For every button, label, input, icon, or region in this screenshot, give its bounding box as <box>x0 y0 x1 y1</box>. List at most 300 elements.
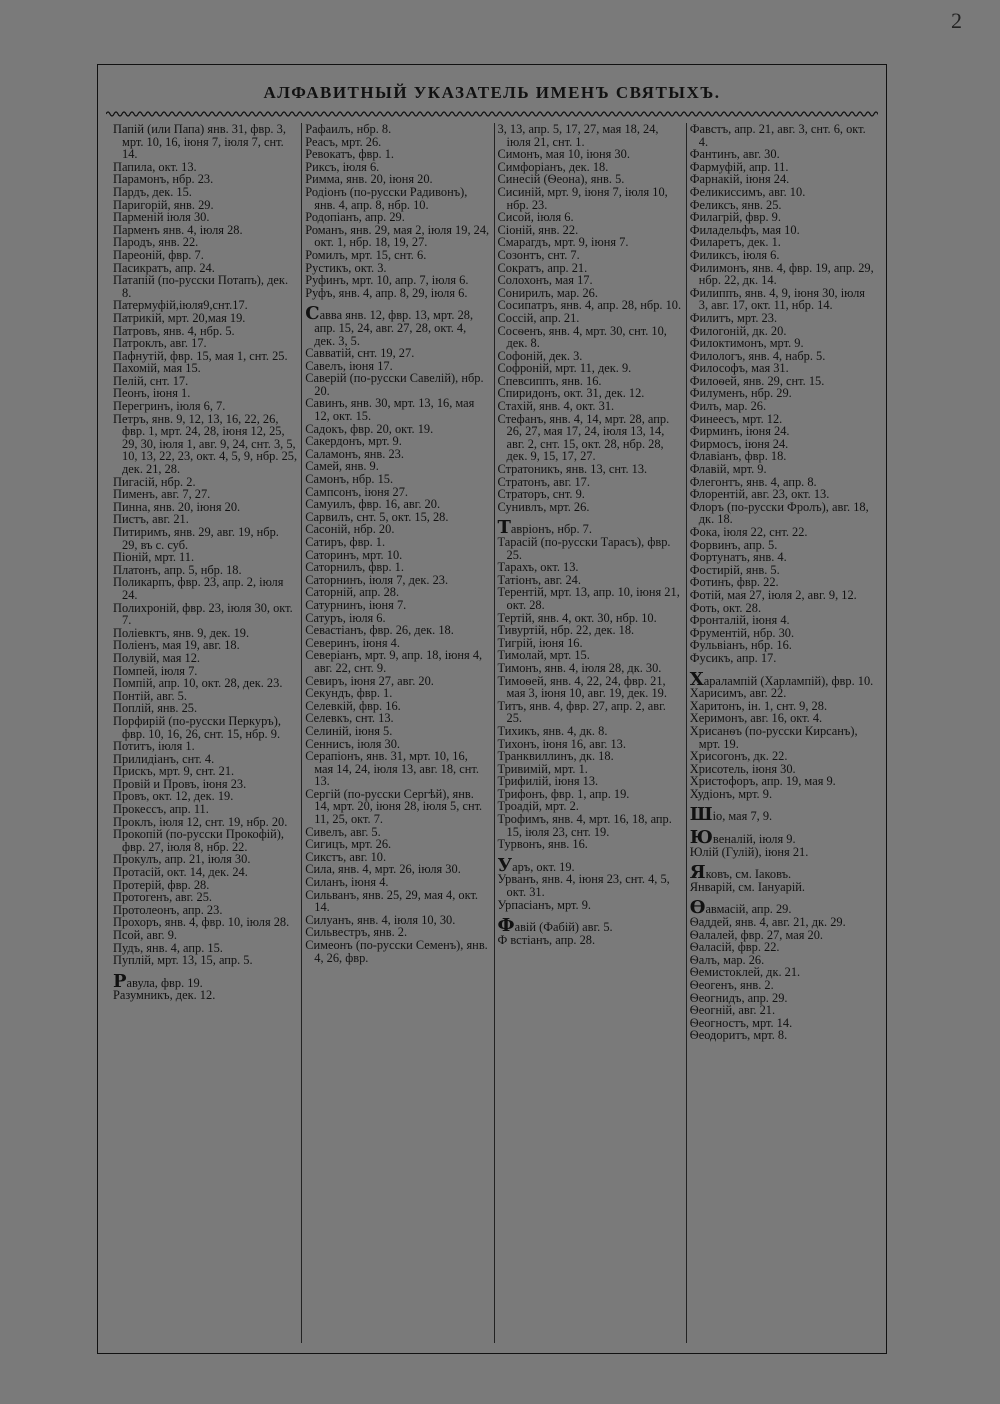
section-gap <box>498 911 682 920</box>
entry-text: Синесій (Ѳеона), янв. 5. <box>497 172 625 187</box>
entry-text: Христофоръ, апр. 19, мая 9. <box>689 774 836 789</box>
saint-entry <box>497 854 682 876</box>
section-initial: Я <box>689 862 706 884</box>
entry-text: Филитъ, мрт. 23. <box>689 310 778 325</box>
entry-text: Сикстъ, авг. 10. <box>305 849 387 864</box>
saint-entry <box>690 1029 874 1042</box>
entry-text: Филоѳей, янв. 29, снт. 15. <box>689 373 825 388</box>
entry-text: Трофимъ, янв. 4, мрт. 16, 18, апр. 15, іюля 23, снт. 19. <box>497 812 672 839</box>
entry-text: Ѳеодоритъ, мрт. 8. <box>689 1028 788 1043</box>
entry-text: Сисиній, мрт. 9, іюня 7, іюля 10, нбр. 23. <box>497 184 668 212</box>
entry-text: Сивелъ, авг. 5. <box>305 824 381 839</box>
section-initial: Р <box>113 970 127 992</box>
entry-text: Пинна, янв. 20, іюня 20. <box>113 499 241 514</box>
entry-text: Сатурнинъ, іюня 7. <box>305 597 407 612</box>
entry-text: Пардъ, дек. 15. <box>113 184 192 199</box>
entry-text: Самуилъ, фвр. 16, авг. 20. <box>305 497 441 512</box>
entry-text: Сеннисъ, іюля 30. <box>305 736 401 751</box>
entry-text: Протасій, окт. 14, дек. 24. <box>113 865 248 880</box>
entry-text: Римма, янв. 20, іюня 20. <box>305 172 433 187</box>
entry-text: Сасоній, нбр. 20. <box>305 522 395 537</box>
entry-text: Феликиссимъ, авг. 10. <box>689 184 806 199</box>
entry-text: аръ, окт. 19. <box>512 859 575 874</box>
entry-text: Проклъ, іюля 12, снт. 19, нбр. 20. <box>113 814 288 829</box>
entry-text: Савинъ, янв. 30, мрт. 13, 16, мая 12, окт. 15. <box>305 396 475 424</box>
entry-text: Парменъ янв. 4, іюля 28. <box>113 222 243 237</box>
saint-entry <box>305 397 489 422</box>
entry-text: Патрикій, мрт. 20,мая 19. <box>113 310 246 325</box>
entry-text: Селиній, іюня 5. <box>305 723 393 738</box>
entry-text: Полихроній, фвр. 23, іюля 30, окт. 7. <box>113 600 293 628</box>
saint-entry <box>498 536 682 561</box>
entry-text: Протолеонъ, апр. 23. <box>113 902 223 917</box>
entry-text: Саторнинъ, іюля 7, дек. 23. <box>305 572 449 587</box>
saint-entry <box>689 804 874 826</box>
entry-text: Харитонъ, ін. 1, снт. 9, 28. <box>689 698 828 713</box>
saint-entry <box>113 954 297 967</box>
entry-text: Симеонъ (по-русски Семенъ), янв. 4, 26, фвр. <box>305 938 488 965</box>
entry-text: Фавстъ, апр. 21, авг. 3, снт. 6, окт. 4. <box>689 122 866 149</box>
index-column-4 <box>687 123 878 1343</box>
saint-entry <box>305 750 489 788</box>
entry-text: Силанъ, іюня 4. <box>305 875 389 890</box>
entry-text: Спиридонъ, окт. 31, дек. 12. <box>497 386 645 401</box>
entry-text: Прокулъ, апр. 21, іюля 30. <box>113 852 251 867</box>
saint-entry <box>113 123 297 161</box>
section-initial: Ш <box>689 804 713 826</box>
entry-text: Сатиръ, фвр. 1. <box>305 535 386 549</box>
entry-text: Фоть, окт. 28. <box>689 600 762 615</box>
entry-text: Фирминъ, іюня 24. <box>689 424 790 439</box>
entry-text: Северинъ, іюня 4. <box>305 635 400 650</box>
saint-entry <box>498 501 682 514</box>
saint-entry <box>690 788 874 801</box>
entry-text: Флегонтъ, янв. 4, апр. 8. <box>689 474 817 489</box>
entry-text: авула, фвр. 19. <box>126 975 203 990</box>
entry-text: Ѳемистоклей, дк. 21. <box>689 965 801 980</box>
entry-text: Филагрій, фвр. 9. <box>689 210 781 225</box>
entry-text: Филуменъ, нбр. 29. <box>689 386 792 401</box>
entry-text: Савватій, снт. 19, 27. <box>305 346 415 361</box>
entry-text: Сарвилъ, снт. 5, окт. 15, 28. <box>305 509 449 524</box>
entry-text: Фульвіанъ, нбр. 16. <box>689 638 792 653</box>
saint-entry <box>498 873 682 898</box>
saint-entry <box>689 862 874 884</box>
entry-text: Фарнакій, іюня 24. <box>689 172 790 187</box>
entry-text: Силуанъ, янв. 4, іюля 10, 30. <box>305 912 456 927</box>
entry-text: Пелій, снт. 17. <box>113 373 189 388</box>
entry-text: Пуплій, мрт. 13, 15, апр. 5. <box>113 953 253 968</box>
saint-entry <box>498 123 682 148</box>
entry-text: Пименъ, авг. 7, 27. <box>113 487 211 502</box>
entry-text: Пеонъ, іюня 1. <box>113 386 191 401</box>
saint-entry <box>113 989 297 1002</box>
entry-text: Ѳеогенъ, янв. 2. <box>689 978 774 992</box>
entry-text: Пудъ, янв. 4, апр. 15. <box>113 940 223 955</box>
entry-text: Флавій, мрт. 9. <box>689 462 767 477</box>
entry-text: Селевкъ, снт. 13. <box>305 711 394 726</box>
entry-text: Смарагдъ, мрт. 9, іюня 7. <box>497 235 629 250</box>
entry-text: Порфирій (по-русски Перкуръ), фвр. 10, 16, 26, снт. 15, нбр. 9. <box>113 713 281 741</box>
saint-entry <box>498 675 682 700</box>
entry-text: Хрисогонъ, дк. 22. <box>689 749 788 764</box>
entry-text: Сосѳенъ, янв. 4, мрт. 30, снт. 10, дек. 8. <box>497 323 667 351</box>
entry-text: Помпій, апр. 10, окт. 28, дек. 23. <box>113 676 283 691</box>
entry-text: Тарасій (по-русски Тарасъ), фвр. 25. <box>497 535 671 562</box>
entry-text: Фрументій, нбр. 30. <box>689 625 795 640</box>
section-initial: У <box>497 854 513 876</box>
saint-entry <box>305 372 489 397</box>
entry-text: Тимоѳей, янв. 4, 22, 24, фвр. 21, мая 3, іюня 10, авг. 19, дек. 19. <box>497 673 667 701</box>
entry-text: Патапій (по-русски Потапъ), дек. 8. <box>113 273 289 300</box>
entry-text: Риксъ, іюля 6. <box>305 159 380 174</box>
entry-text: Поликарпъ, фвр. 23, апр. 2, іюля 24. <box>113 575 284 602</box>
entry-text: Пародъ, янв. 22. <box>113 235 199 250</box>
entry-text: Селевкій, фвр. 16. <box>305 698 401 713</box>
entry-text: Фусикъ, апр. 17. <box>689 650 777 665</box>
entry-text: Тивуртій, нбр. 22, дек. 18. <box>497 623 635 638</box>
entry-text: Родіонъ (по-русски Радивонъ), янв. 4, апр. 8, нбр. 10. <box>305 184 468 212</box>
section-gap <box>690 858 874 867</box>
saint-entry <box>113 526 297 551</box>
entry-text: Сампсонъ, іюня 27. <box>305 484 409 499</box>
section-initial: Ф <box>497 915 515 937</box>
entry-text: Поплій, янв. 25. <box>113 701 198 716</box>
entry-text: Флавіанъ, фвр. 18. <box>689 449 787 464</box>
entry-text: Сіоній, янв. 22. <box>497 222 579 237</box>
entry-text: Троадій, мрт. 2. <box>497 799 579 814</box>
entry-text: Симфоріанъ, дек. 18. <box>497 159 609 174</box>
entry-text: Прокессъ, апр. 11. <box>113 802 209 817</box>
wavy-divider <box>106 109 878 119</box>
entry-text: Соссій, апр. 21. <box>497 310 580 325</box>
entry-text: Сократъ, апр. 21. <box>497 260 588 275</box>
entry-text: Сатуръ, іюля 6. <box>305 610 386 625</box>
saint-entry <box>305 287 489 300</box>
entry-text: Херимонъ, авг. 16, окт. 4. <box>689 711 823 726</box>
page-title: АЛФАВИТНЫЙ УКАЗАТЕЛЬ ИМЕНЪ СВЯТЫХЪ. <box>263 83 721 102</box>
entry-text: Сильвестръ, янв. 2. <box>305 925 408 940</box>
entry-text: Понтій, авг. 5. <box>113 688 187 703</box>
entry-text: Ѳалъ, мар. 26. <box>689 952 765 967</box>
saint-entry <box>305 939 489 964</box>
entry-text: Северіанъ, мрт. 9, апр. 18, іюня 4, авг. 22, снт. 9. <box>305 648 483 675</box>
entry-text: Провъ, окт. 12, дек. 19. <box>113 789 234 804</box>
entry-text: Флоръ (по-русски Фролъ), авг. 18, дк. 18. <box>689 499 869 527</box>
saint-entry <box>690 501 874 526</box>
section-gap <box>305 299 489 308</box>
entry-text: Хрисотель, іюня 30. <box>689 761 796 776</box>
entry-text: Хрисанѳъ (по-русски Кирсанъ), мрт. 19. <box>689 723 858 751</box>
entry-text: Ѳаласій, фвр. 22. <box>689 940 780 955</box>
section-gap <box>113 967 297 976</box>
entry-text: Философъ, мая 31. <box>689 361 789 376</box>
section-initial: Ю <box>689 827 713 849</box>
entry-text: Саламонъ, янв. 23. <box>305 446 404 461</box>
entry-text: Прохоръ, янв. 4, фвр. 10, іюля 28. <box>113 915 290 930</box>
saint-entry <box>113 576 297 601</box>
entry-text: Прилидіанъ, снт. 4. <box>113 751 215 766</box>
entry-text: Татіонъ, авг. 24. <box>497 572 581 587</box>
entry-text: Сергій (по-русски Сергѣй), янв. 14, мрт. 20, іюня 28, іюля 5, снт. 11, 25, окт. 7. <box>305 786 483 827</box>
entry-text: Саторинъ, мрт. 10. <box>305 547 403 562</box>
entry-text: Трифонъ, фвр. 1, апр. 19. <box>497 786 630 801</box>
saint-entry <box>497 517 682 539</box>
entry-text: Протогенъ, авг. 25. <box>113 890 212 905</box>
entry-text: Провій и Провъ, іюня 23. <box>113 776 247 791</box>
saint-entry <box>498 813 682 838</box>
entry-text: Петръ, янв. 9, 12, 13, 16, 22, 26, фвр. 1, мрт. 24, 28, іюня 12, 25, 29, 30, іюля 1, авг. 9, 24, снт. 3, 5, 10, 13, 22, 23, окт. 4, 5, 9, нбр. 25, дек. 21, 28. <box>113 411 298 477</box>
saint-entry <box>305 889 489 914</box>
entry-text: Ф встіанъ, апр. 28. <box>497 932 596 947</box>
page-frame <box>97 64 887 1354</box>
entry-text: Пафнутій, фвр. 15, мая 1, снт. 25. <box>113 348 288 363</box>
entry-text: Софроній, мрт. 11, дек. 9. <box>497 361 632 376</box>
index-column-3 <box>495 123 687 1343</box>
entry-text: Патровъ, янв. 4, нбр. 5. <box>113 323 235 338</box>
entry-text: Паригорій, янв. 29. <box>113 197 214 212</box>
entry-text: Папила, окт. 13. <box>113 159 197 174</box>
entry-text: Руфъ, янв. 4, апр. 8, 29, іюля 6. <box>305 285 468 300</box>
entry-text: Стратонъ, авг. 17. <box>497 474 590 489</box>
entry-text: Филоктимонъ, мрт. 9. <box>689 336 804 351</box>
entry-text: Фантинъ, авг. 30. <box>689 147 780 162</box>
entry-text: Прокопій (по-русски Прокофій), фвр. 27, іюля 8, нбр. 22. <box>113 827 285 854</box>
saint-entry <box>113 828 297 853</box>
entry-text: Филиппъ, янв. 4, 9, іюня 30, іюля 3, авг. 17, окт. 11, нбр. 14. <box>689 285 865 313</box>
entry-text: Ѳеогностъ, мрт. 14. <box>689 1015 793 1030</box>
entry-text: Урванъ, янв. 4, іюня 23, снт. 4, 5, окт. 31. <box>497 872 670 900</box>
entry-text: Страторъ, снт. 9. <box>497 487 585 502</box>
entry-text: Саторнилъ, фвр. 1. <box>305 560 404 575</box>
entry-text: Романъ, янв. 29, мая 2, іюля 19, 24, окт. 1, нбр. 18, 19, 27. <box>305 222 490 250</box>
saint-entry <box>498 186 682 211</box>
entry-text: Симонъ, мая 10, іюня 30. <box>497 147 630 162</box>
entry-text: Севастіанъ, фвр. 26, дек. 18. <box>305 623 454 638</box>
entry-text: Стахій, янв. 4, окт. 31. <box>497 399 615 414</box>
section-gap <box>498 851 682 860</box>
entry-text: Турвонъ, янв. 16. <box>497 837 588 852</box>
entry-text: аралампій (Харлампій), фвр. 10. <box>703 673 874 688</box>
section-gap <box>690 823 874 832</box>
entry-text: Сосипатръ, янв. 4, апр. 28, нбр. 10. <box>497 298 682 313</box>
saint-entry <box>498 838 682 851</box>
saint-entry <box>690 846 874 859</box>
entry-text: Созонтъ, снт. 7. <box>497 247 580 262</box>
entry-text: Секундъ, фвр. 1. <box>305 686 393 701</box>
entry-text: Софоній, дек. 3. <box>497 348 583 363</box>
entry-text: Фирмосъ, іюня 24. <box>689 436 789 451</box>
entry-text: Филаретъ, дек. 1. <box>689 235 781 250</box>
entry-text: Ѳеогнидъ, апр. 29. <box>689 990 788 1005</box>
saint-entry <box>305 303 489 348</box>
entry-text: Садокъ, фвр. 20, окт. 19. <box>305 421 434 436</box>
entry-text: Тимонъ, янв. 4, іюля 28, дк. 30. <box>497 660 662 675</box>
saint-entry <box>689 668 874 690</box>
entry-text: Фронталій, іюня 4. <box>689 613 790 628</box>
saint-entry <box>690 881 874 894</box>
entry-text: Фостирій, янв. 5. <box>689 562 780 577</box>
saint-entry <box>305 224 489 249</box>
entry-text: Потитъ, іюля 1. <box>113 739 195 754</box>
index-column-1 <box>110 123 302 1343</box>
saint-entry <box>498 586 682 611</box>
entry-text: Прискъ, мрт. 9, снт. 21. <box>113 764 235 779</box>
entry-text: Самонъ, нбр. 15. <box>305 472 394 487</box>
saint-entry <box>690 652 874 665</box>
entry-text: Патермуфій,іюля9,снт.17. <box>113 298 248 313</box>
saint-entry <box>689 827 874 849</box>
saint-entry <box>498 325 682 350</box>
entry-text: Урпасіанъ, мрт. 9. <box>497 897 592 912</box>
entry-text: Руфинъ, мрт. 10, апр. 7, іюля 6. <box>305 273 469 288</box>
entry-text: Фотинъ, фвр. 22. <box>689 575 779 590</box>
entry-text: авій (Фабій) авг. 5. <box>514 920 613 935</box>
entry-text: Ѳеогній, авг. 21. <box>689 1003 776 1018</box>
saint-entry <box>113 970 297 992</box>
saint-entry <box>497 915 682 937</box>
entry-text: Филологъ, янв. 4, набр. 5. <box>689 348 826 363</box>
entry-text: Сонирилъ, мар. 26. <box>497 285 598 300</box>
saint-entry <box>113 413 297 476</box>
entry-text: 3, 13, апр. 5, 17, 27, мая 18, 24, іюля 21, снт. 1. <box>497 122 659 149</box>
entry-text: Саверій (по-русски Савелій), нбр. 20. <box>305 371 484 398</box>
saint-entry <box>305 788 489 826</box>
entry-text: Харисимъ, авг. 22. <box>689 686 787 701</box>
saint-entry <box>498 934 682 947</box>
entry-text: Флорентій, авг. 23, окт. 13. <box>689 487 830 502</box>
section-initial: Х <box>689 668 704 690</box>
entry-text: Полувій, мая 12. <box>113 650 201 665</box>
entry-text: Транквиллинъ, дк. 18. <box>497 749 614 764</box>
entry-text: Протерій, фвр. 28. <box>113 877 210 892</box>
entry-text: Тигрій, іюня 16. <box>497 635 583 650</box>
entry-text: Худіонъ, мрт. 9. <box>689 786 773 801</box>
entry-text: Филимонъ, янв. 4, фвр. 19, апр. 29, нбр. 22, дк. 14. <box>689 260 874 288</box>
entry-text: Помпей, іюля 7. <box>113 663 198 678</box>
saint-entry <box>305 649 489 674</box>
entry-text: Фотій, мая 27, іюля 2, авг. 9, 12. <box>689 587 857 602</box>
entry-text: Филъ, мар. 26. <box>689 399 767 414</box>
entry-text: Тимолай, мрт. 15. <box>497 648 590 663</box>
entry-text: Рустикъ, окт. 3. <box>305 260 387 275</box>
section-initial: Т <box>497 517 511 539</box>
entry-text: авва янв. 12, фвр. 13, мрт. 28, апр. 15, 24, авг. 27, 28, окт. 4, дек. 3, 5. <box>314 308 474 348</box>
entry-text: Стратоникъ, янв. 13, снт. 13. <box>497 462 648 477</box>
entry-text: Псой, авг. 9. <box>113 928 177 942</box>
entry-text: іо, мая 7, 9. <box>712 809 773 824</box>
saint-entry <box>498 700 682 725</box>
saint-entry <box>498 899 682 912</box>
entry-text: Юлій (Гулій), іюня 21. <box>689 844 809 859</box>
entry-text: Фармуфій, апр. 11. <box>689 159 789 174</box>
entry-text: Спевсиппъ, янв. 16. <box>497 373 602 388</box>
entry-text: Піоній, мрт. 11. <box>113 550 195 565</box>
saint-entry <box>498 413 682 463</box>
entry-text: Питиримъ, янв. 29, авг. 19, нбр. 29, въ с. суб. <box>113 525 279 552</box>
entry-text: Серапіонъ, янв. 31, мрт. 10, 16, мая 14, 24, іюля 13, авг. 18, снт. 13. <box>305 749 479 789</box>
section-gap <box>690 665 874 674</box>
entry-text: ковъ, см. Іаковъ. <box>705 867 792 882</box>
entry-text: Патроклъ, авг. 17. <box>113 336 207 351</box>
saint-entry <box>690 287 874 312</box>
entry-text: Тривимій, мрт. 1. <box>497 761 588 776</box>
entry-text: Сакердонъ, мрт. 9. <box>305 434 402 449</box>
page-number: 2 <box>951 8 962 33</box>
entry-text: Фортунатъ, янв. 4. <box>689 550 787 565</box>
entry-text: Тихикъ, янв. 4, дк. 8. <box>497 723 608 738</box>
section-initial: Ѳ <box>689 897 706 919</box>
saint-entry <box>690 725 874 750</box>
section-initial: С <box>305 303 320 325</box>
saint-entry <box>690 262 874 287</box>
entry-text: Пасикратъ, апр. 24. <box>113 260 215 275</box>
saint-entry <box>113 602 297 627</box>
entry-text: Ѳаддей, янв. 4, авг. 21, дк. 29. <box>689 915 846 930</box>
entry-text: Тихонъ, іюня 16, авг. 13. <box>497 736 626 751</box>
entry-text: Родопіанъ, апр. 29. <box>305 210 405 225</box>
entry-text: авмасій, апр. 29. <box>705 902 792 917</box>
entry-text: Фока, іюля 22, снт. 22. <box>689 525 808 539</box>
saint-entry <box>690 123 874 148</box>
entry-text: Сила, янв. 4, мрт. 26, іюля 30. <box>305 862 461 877</box>
saint-entry <box>113 274 297 299</box>
entry-text: Титъ, янв. 4, фвр. 27, апр. 2, авг. 25. <box>497 698 666 726</box>
entry-text: Папій (или Папа) янв. 31, фвр. 3, мрт. 10, 16, іюня 7, іюля 7, снт. 14. <box>113 122 286 162</box>
entry-text: Феликсъ, янв. 25. <box>689 197 782 212</box>
entry-text: Пареоній, фвр. 7. <box>113 247 204 262</box>
entry-text: веналій, іюля 9. <box>712 832 796 847</box>
entry-text: Парамонъ, нбр. 23. <box>113 172 214 187</box>
entry-text: Сильванъ, янв. 25, 29, мая 4, окт. 14. <box>305 887 479 915</box>
entry-text: Сисой, іюля 6. <box>497 210 574 225</box>
entry-text: Перегринъ, іюля 6, 7. <box>113 399 226 414</box>
saint-entry <box>689 897 874 919</box>
entry-text: Январій, см. Іануарій. <box>689 879 805 894</box>
index-column-2 <box>302 123 494 1343</box>
entry-text: Филогоній, дк. 20. <box>689 323 787 338</box>
entry-text: Финеесъ, мрт. 12. <box>689 411 783 426</box>
index-columns <box>110 123 878 1343</box>
entry-text: Стефанъ, янв. 4, 14, мрт. 28, апр. 26, 27, мая 17, 24, іюля 13, 14, авг. 2, снт. 15, окт. 28, нбр. 28, дек. 9, 15, 17, 27. <box>497 411 670 464</box>
entry-text: Севиръ, іюня 27, авг. 20. <box>305 673 434 688</box>
entry-text: Пистъ, авг. 21. <box>113 512 189 527</box>
entry-text: Тертій, янв. 4, окт. 30, нбр. 10. <box>497 610 657 625</box>
entry-text: Самей, янв. 9. <box>305 459 379 474</box>
entry-text: Поліевктъ, янв. 9, дек. 19. <box>113 625 250 640</box>
entry-text: Пахомій, мая 15. <box>113 361 201 376</box>
entry-text: Парменій іюля 30. <box>113 210 210 225</box>
entry-text: Разумникъ, дек. 12. <box>113 988 216 1003</box>
entry-text: Филиксъ, іюля 6. <box>689 247 780 262</box>
entry-text: Трифилій, іюня 13. <box>497 774 599 789</box>
entry-text: Форвинъ, апр. 5. <box>689 537 778 552</box>
entry-text: авріонъ, нбр. 7. <box>510 522 592 537</box>
entry-text: Ревокатъ, фвр. 1. <box>305 147 395 162</box>
entry-text: Ромилъ, мрт. 15, снт. 6. <box>305 247 427 262</box>
entry-text: Поліенъ, мая 19, авг. 18. <box>113 638 240 653</box>
entry-text: Пигасій, нбр. 2. <box>113 474 196 489</box>
saint-entry <box>113 715 297 740</box>
saint-entry <box>305 186 489 211</box>
entry-text: Платонъ, апр. 5, нбр. 18. <box>113 562 242 577</box>
entry-text: Сигицъ, мрт. 26. <box>305 837 392 852</box>
entry-text: Рафаилъ, нбр. 8. <box>305 122 392 136</box>
entry-text: Ѳалалей, фвр. 27, мая 20. <box>689 927 824 942</box>
entry-text: Филадельфъ, мая 10. <box>689 222 800 237</box>
entry-text: Савелъ, іюня 17. <box>305 358 393 373</box>
entry-text: Сунивлъ, мрт. 26. <box>497 499 590 514</box>
